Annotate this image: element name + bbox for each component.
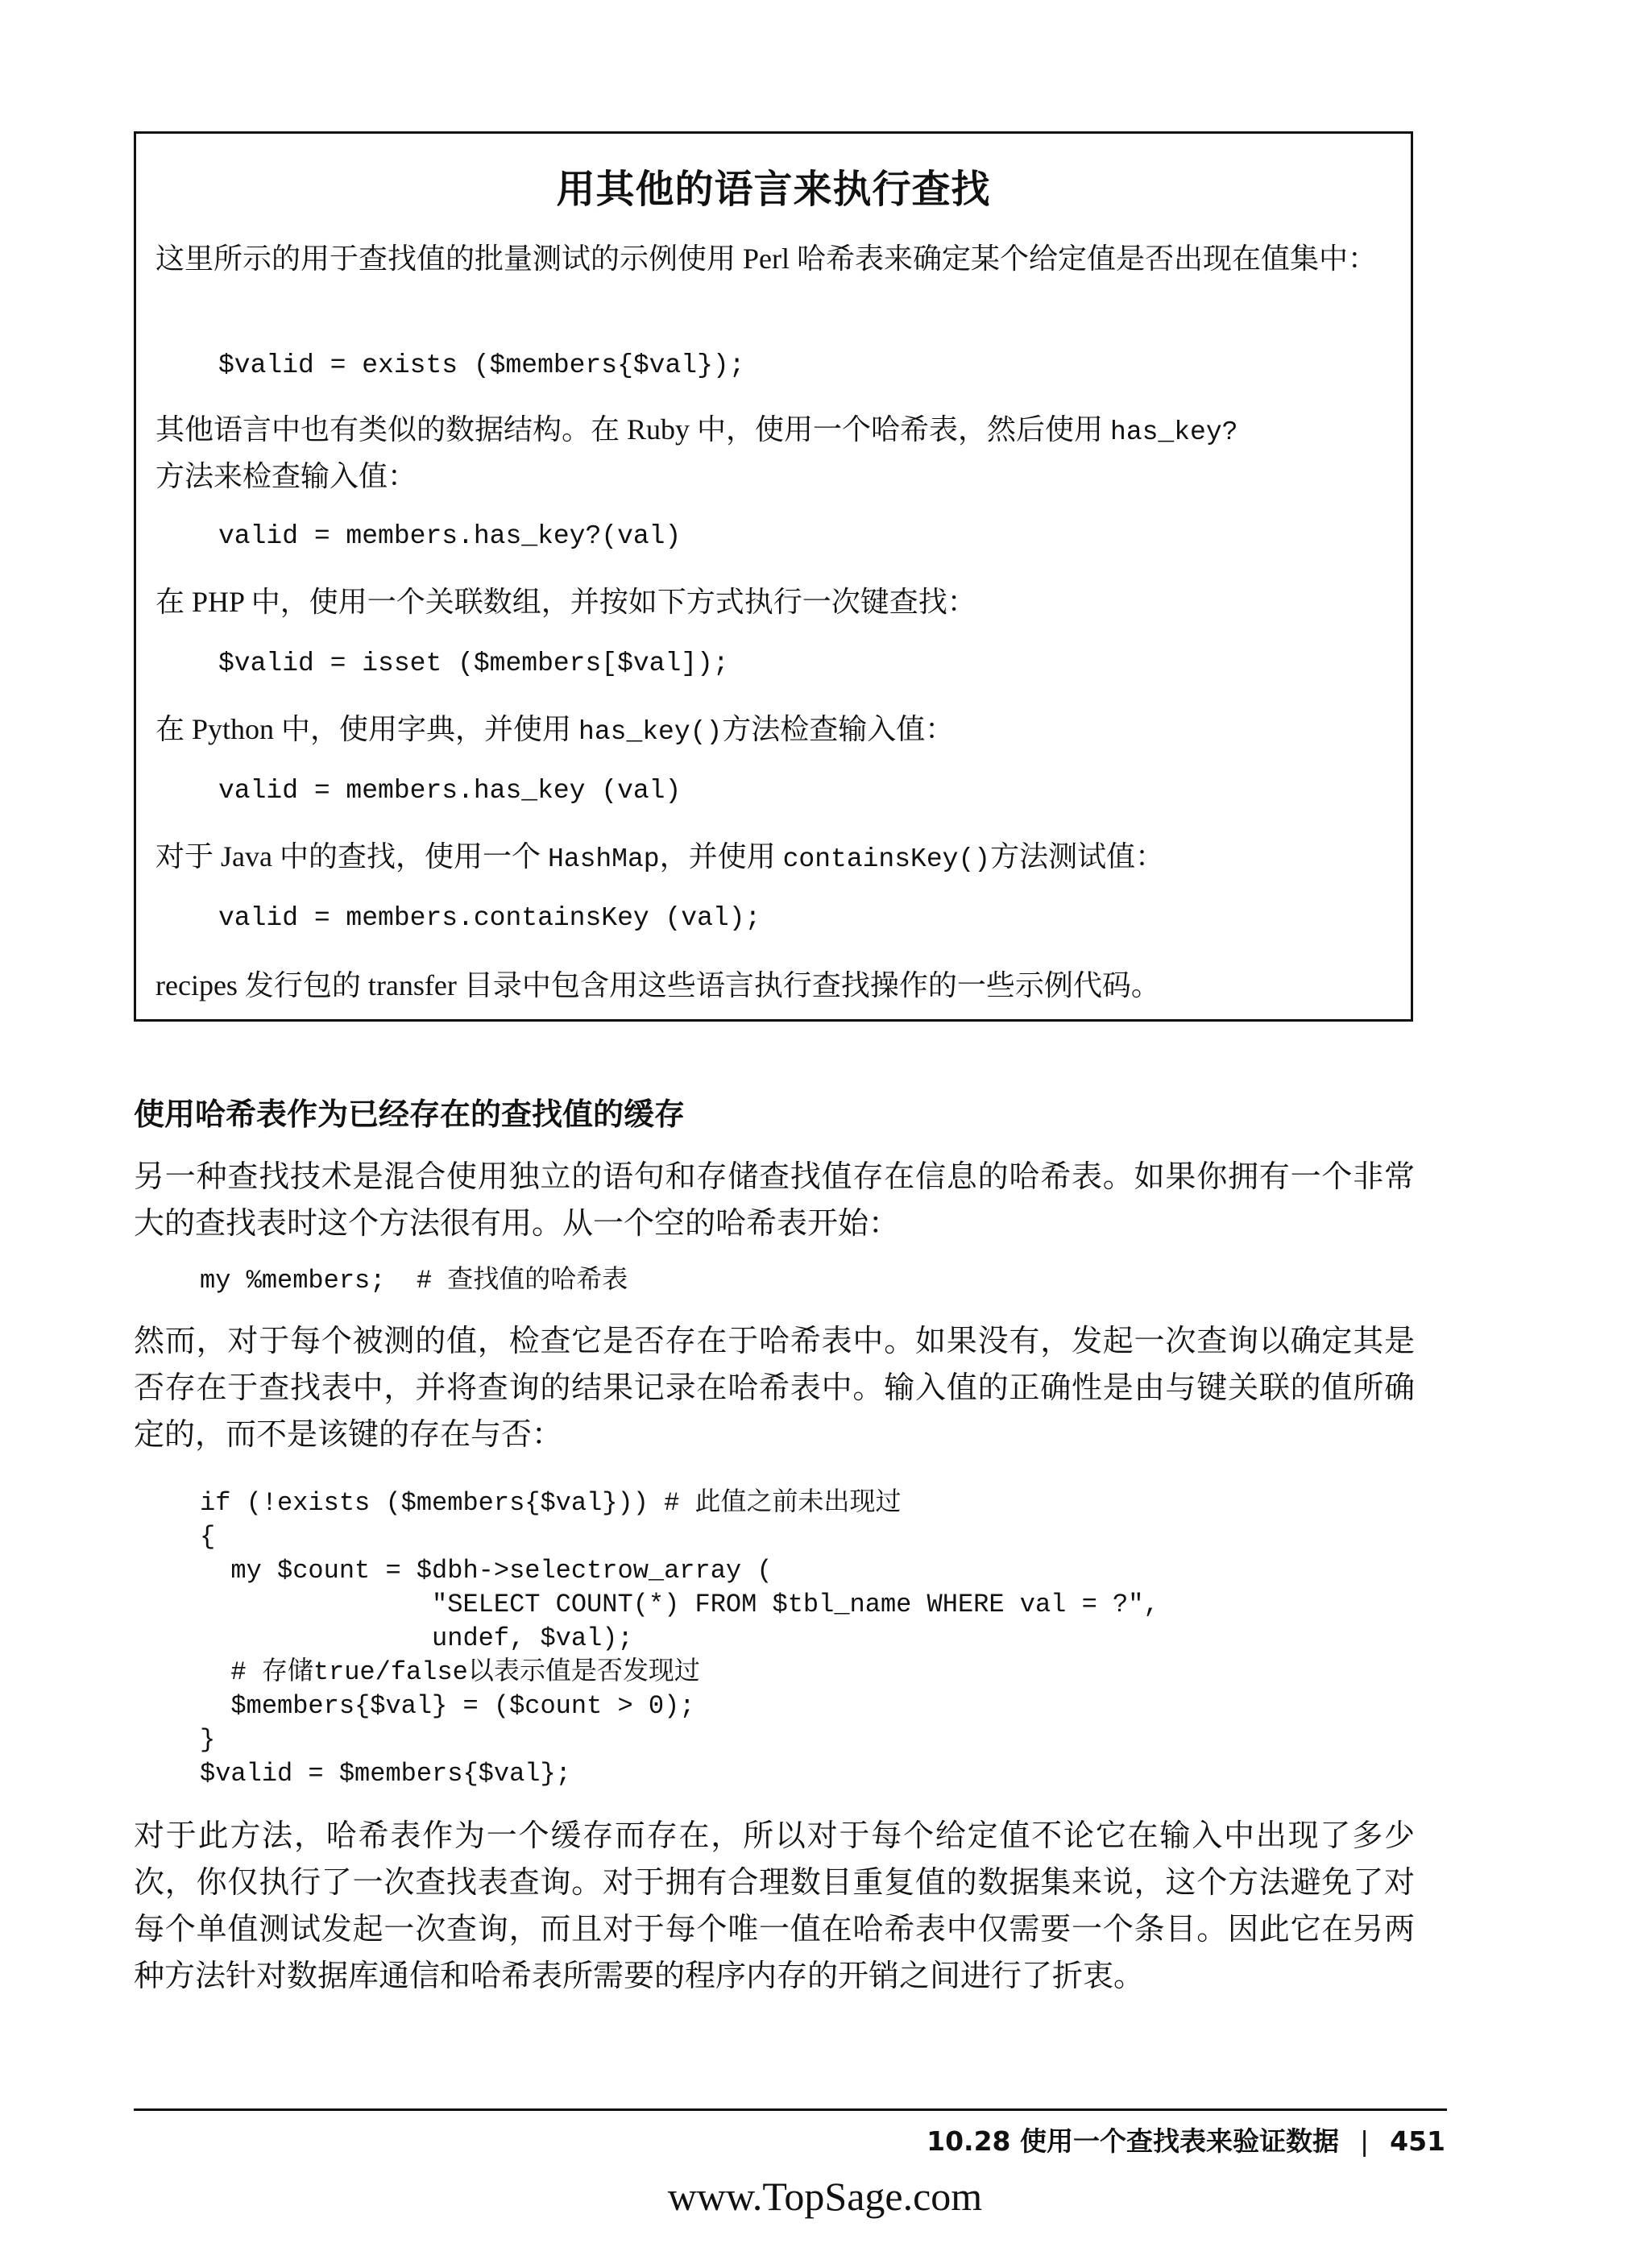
sidebar-paragraph-java xyxy=(155,835,1391,881)
code-line: my $count = $dbh->selectrow_array ( xyxy=(200,1556,773,1586)
text-run: ，并使用 xyxy=(659,840,783,873)
sidebar-title: 用其他的语言来执行查找 xyxy=(556,167,991,212)
body-paragraph-intro: 另一种查找技术是混合使用独立的语句和存储查找值存在信息的哈希表。如果你拥有一个非常大的查找表时这个方法很有用。从一个空的哈希表开始： xyxy=(134,1160,1415,1241)
inline-code: HashMap xyxy=(547,844,660,874)
text-run: 方法来检查输入值： xyxy=(155,460,417,492)
text-run: 在 Python 中，使用字典，并使用 xyxy=(155,713,579,745)
sidebar-code-ruby: valid = members.has_key?(val) xyxy=(218,521,682,551)
sidebar-code-python: valid = members.has_key (val) xyxy=(218,776,682,806)
code-line-members: my %members; # 查找值的哈希表 xyxy=(200,1266,628,1296)
code-line: $members{$val} = ($count > 0); xyxy=(200,1691,695,1721)
code-line: $valid = $members{$val}; xyxy=(200,1759,571,1789)
inline-code: containsKey() xyxy=(782,844,991,874)
sidebar-paragraph-php: 在 PHP 中，使用一个关联数组，并按如下方式执行一次键查找： xyxy=(155,586,976,618)
page-number: 451 xyxy=(1390,2125,1445,2157)
sidebar-code-java: valid = members.containsKey (val); xyxy=(218,903,761,933)
sidebar-paragraph-perl: 这里所示的用于查找值的批量测试的示例使用 Perl 哈希表来确定某个给定值是否出现在值集中： xyxy=(155,243,1377,275)
code-line: # 存储true/false以表示值是否发现过 xyxy=(200,1657,700,1687)
sidebar-code-php: $valid = isset ($members[$val]); xyxy=(218,649,729,678)
footer-section-label: 10.28 使用一个查找表来验证数据 xyxy=(927,2125,1339,2157)
code-line: "SELECT COUNT(*) FROM $tbl_name WHERE val = ?", xyxy=(200,1590,1159,1619)
sidebar-paragraph-python xyxy=(155,707,1391,754)
body-paragraph-summary: 对于此方法，哈希表作为一个缓存而存在，所以对于每个给定值不论它在输入中出现了多少次，你仅执行了一次查找表查询。对于拥有合理数目重复值的数据集来说，这个方法避免了对每个单值测试发起一次查询，而且对于每个唯一值在哈希表中仅需要一个条目。因此它在另两种方法针对数据库通信和哈希表所需要的程序内存的开销之间进行了折衷。 xyxy=(134,1819,1415,1993)
inline-code: has_key? xyxy=(1110,417,1238,447)
watermark-url: www.TopSage.com xyxy=(667,2174,983,2219)
text-run: 其他语言中也有类似的数据结构。在 Ruby 中，使用一个哈希表，然后使用 xyxy=(155,413,1111,446)
sidebar-paragraph-ruby xyxy=(155,408,1391,498)
text-run: 方法检查输入值： xyxy=(722,713,955,745)
text-run: 对于 Java 中的查找，使用一个 xyxy=(155,840,548,873)
code-line: { xyxy=(200,1522,216,1552)
code-line: undef, $val); xyxy=(200,1623,633,1653)
code-line: } xyxy=(200,1725,216,1755)
body-paragraph-check: 然而，对于每个被测的值，检查它是否存在于哈希表中。如果没有，发起一次查询以确定其是否存在于查找表中，并将查询的结果记录在哈希表中。输入值的正确性是由与键关联的值所确定的，而不是该键的存在与否： xyxy=(134,1325,1415,1452)
inline-code: has_key() xyxy=(578,717,723,747)
code-line: if (!exists ($members{$val})) # 此值之前未出现过 xyxy=(200,1488,902,1518)
sidebar-paragraph-recipes: recipes 发行包的 transfer 目录中包含用这些语言执行查找操作的一些示例代码。 xyxy=(155,969,1160,1001)
page-footer xyxy=(927,2121,1445,2158)
footer-separator: | xyxy=(1359,2125,1370,2157)
footer-rule xyxy=(134,2108,1447,2111)
text-run: 方法测试值： xyxy=(990,840,1165,873)
sidebar-box xyxy=(134,131,1413,1022)
sidebar-code-perl: $valid = exists ($members{$val}); xyxy=(218,350,745,380)
section-heading: 使用哈希表作为已经存在的查找值的缓存 xyxy=(134,1097,686,1132)
